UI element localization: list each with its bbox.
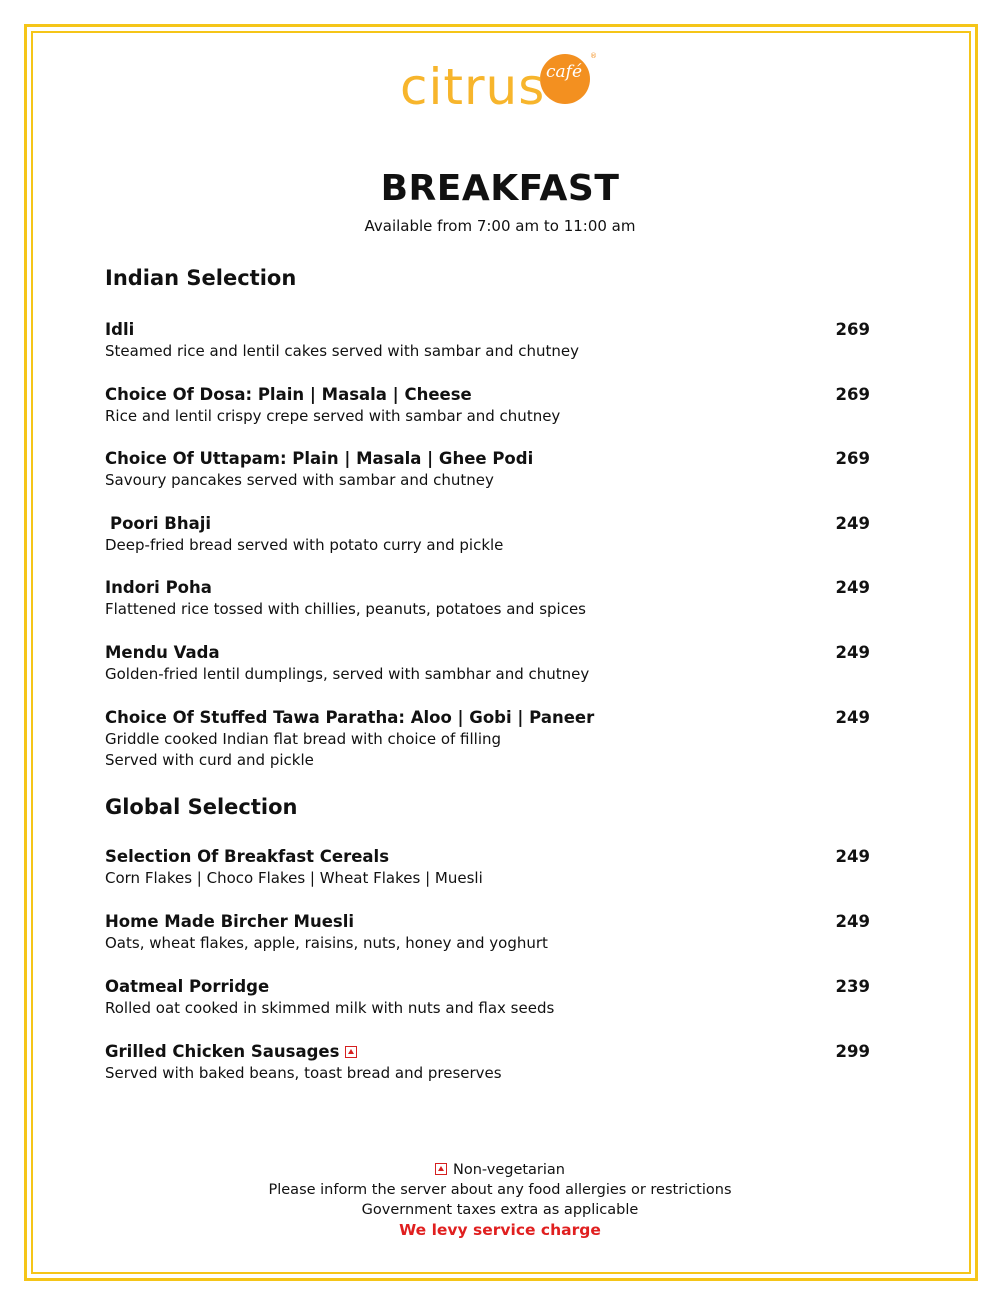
item-price: 239 — [835, 977, 870, 996]
item-price: 249 — [835, 708, 870, 727]
non-veg-icon — [345, 1046, 357, 1058]
availability-note: Available from 7:00 am to 11:00 am — [364, 217, 636, 235]
item-description: Rolled oat cooked in skimmed milk with nuts and flax seeds — [105, 999, 555, 1017]
logo-cafe-text: café — [546, 62, 583, 82]
item-price: 249 — [835, 912, 870, 931]
menu-item — [105, 319, 870, 362]
item-description: Golden-fried lentil dumplings, served with sambhar and chutney — [105, 665, 590, 683]
non-veg-icon — [435, 1163, 447, 1175]
item-name: Selection Of Breakfast Cereals — [105, 847, 390, 866]
item-description: Savoury pancakes served with sambar and chutney — [105, 471, 494, 489]
item-description: Served with curd and pickle — [105, 751, 314, 769]
item-description: Flattened rice tossed with chillies, peanuts, potatoes and spices — [105, 600, 586, 618]
item-description: Steamed rice and lentil cakes served with sambar and chutney — [105, 342, 580, 360]
item-name: Choice Of Stuffed Tawa Paratha: Aloo | Gobi | Paneer — [105, 708, 595, 727]
item-description: Deep-fried bread served with potato curry and pickle — [105, 536, 504, 554]
citrus-cafe-logo — [400, 48, 610, 118]
item-name: Oatmeal Porridge — [105, 977, 270, 996]
logo-registered-mark: ® — [590, 52, 597, 60]
item-price: 269 — [835, 385, 870, 404]
item-description: Served with baked beans, toast bread and preserves — [105, 1064, 502, 1082]
menu-item — [105, 577, 870, 620]
item-price: 249 — [835, 514, 870, 533]
menu-item — [105, 846, 870, 889]
service-charge-note: We levy service charge — [399, 1221, 601, 1239]
section-heading-indian: Indian Selection — [105, 266, 297, 290]
menu-item — [105, 707, 870, 771]
tax-note: Government taxes extra as applicable — [361, 1202, 639, 1218]
legend-label: Non-vegetarian — [452, 1162, 565, 1178]
item-description: Oats, wheat flakes, apple, raisins, nuts, honey and yoghurt — [105, 934, 548, 952]
item-price: 299 — [835, 1042, 870, 1061]
item-name: Mendu Vada — [105, 643, 220, 662]
allergy-note: Please inform the server about any food allergies or restrictions — [268, 1182, 732, 1198]
item-name: Grilled Chicken Sausages — [105, 1042, 340, 1061]
item-price: 249 — [835, 847, 870, 866]
item-name: Indori Poha — [105, 578, 212, 597]
item-name-row — [105, 1041, 870, 1063]
item-name: Idli — [105, 320, 135, 339]
item-price: 249 — [835, 643, 870, 662]
menu-title: BREAKFAST — [380, 168, 620, 209]
logo-wordmark: citrus — [400, 58, 546, 116]
item-name: Poori Bhaji — [110, 514, 212, 533]
item-price: 269 — [835, 320, 870, 339]
menu-item — [105, 448, 870, 491]
menu-item — [105, 384, 870, 427]
menu-item — [105, 976, 870, 1019]
item-price: 269 — [835, 449, 870, 468]
item-name: Choice Of Dosa: Plain | Masala | Cheese — [105, 385, 472, 404]
menu-item — [105, 1041, 870, 1084]
non-veg-legend — [0, 1160, 1000, 1180]
item-description: Griddle cooked Indian flat bread with choice of filling — [105, 730, 502, 748]
menu-item — [105, 911, 870, 954]
menu-item — [105, 642, 870, 685]
menu-footer — [0, 1160, 1000, 1240]
section-heading-global: Global Selection — [105, 795, 298, 819]
item-description: Rice and lentil crispy crepe served with sambar and chutney — [105, 407, 561, 425]
item-name: Choice Of Uttapam: Plain | Masala | Ghee Podi — [105, 449, 534, 468]
menu-item — [105, 513, 870, 556]
item-price: 249 — [835, 578, 870, 597]
item-description: Corn Flakes | Choco Flakes | Wheat Flakes | Muesli — [105, 869, 483, 887]
item-name: Home Made Bircher Muesli — [105, 912, 355, 931]
